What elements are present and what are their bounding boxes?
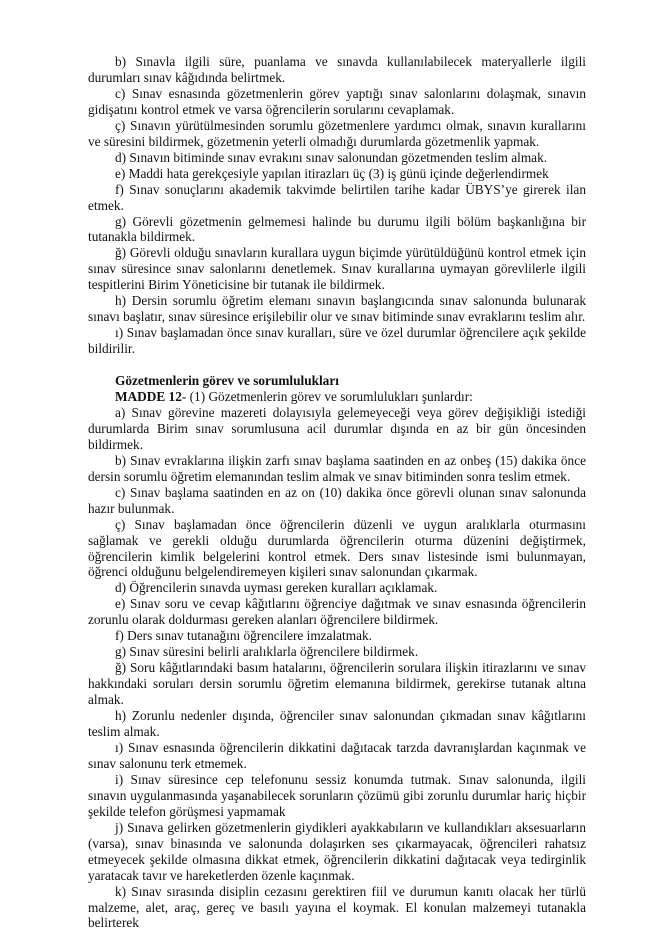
duty-c: c) Sınav başlama saatinden en az on (10) dakika önce görevli olunan sınav salonunda hazır bulunmak.: [88, 484, 586, 516]
duty-c-cedilla: ç) Sınav başlamadan önce öğrencilerin düzenli ve uygun aralıklarla oturmasını sağlamak ve gerekli olduğu durumlarda öğrencilerin oturma düzenini değiştirmek, öğrencilerin kimlik belgelerini kontrol etmek. Ders sınav listesinde ismi bulunmayan, öğrenci olduğunu belgelendiremeyen kişileri sınav salonundan çıkarmak.: [88, 516, 586, 580]
item-g-breve: ğ) Görevli olduğu sınavların kurallara uygun biçimde yürütüldüğünü kontrol etmek için sınav süresince sınav salonlarını denetlemek. Sınav kurallarına uymayan görevlilerle ilgili tespitlerini Birim Yöneticisine bir tutanak ile bildirmek.: [88, 245, 586, 293]
duty-a: a) Sınav görevine mazereti dolayısıyla gelemeyeceği veya görev değişikliği istediği durumlarda Birim sınav sorumlusuna acil durumlar dışında en az bir gün öncesinden bildirmek.: [88, 404, 586, 452]
duty-d: d) Öğrencilerin sınavda uyması gereken kuralları açıklamak.: [115, 580, 438, 596]
section-heading: Gözetmenlerin görev ve sorumlulukları: [115, 373, 339, 389]
duty-b: b) Sınav evraklarına ilişkin zarfı sınav başlama saatinden en az onbeş (15) dakika önce dersin sorumlu öğretim elemanından teslim almak ve sınav bitiminden sonra teslim etmek.: [88, 452, 586, 484]
document-page: [88, 54, 586, 931]
item-g: g) Görevli gözetmenin gelmemesi halinde bu durumu ilgili bölüm başkanlığına bir tutanakla bildirmek.: [88, 213, 586, 245]
duty-f: f) Ders sınav tutanağını öğrencilere imzalatmak.: [115, 628, 372, 644]
duty-g: g) Sınav süresini belirli aralıklarla öğrencilere bildirmek.: [115, 644, 419, 660]
item-h: h) Dersin sorumlu öğretim elemanı sınavın başlangıcında sınav salonunda bulunarak sınavı başlatır, sınav süresince erişilebilir olur ve sınav bitiminde sınav evraklarını teslim alır.: [88, 293, 586, 325]
duty-h: h) Zorunlu nedenler dışında, öğrenciler sınav salonundan çıkmadan sınav kâğıtlarını teslim almak.: [88, 708, 586, 740]
article-intro: [88, 389, 586, 405]
duty-dotless-i: ı) Sınav esnasında öğrencilerin dikkatini dağıtacak tarzda davranışlardan kaçınmak ve sınav salonunu terk etmemek.: [88, 739, 586, 771]
item-f: f) Sınav sonuçlarını akademik takvimde belirtilen tarihe kadar ÜBYS’ye girerek ilan etmek.: [88, 181, 586, 213]
item-dotless-i: ı) Sınav başlamadan önce sınav kuralları, süre ve özel durumlar öğrencilere açık şekilde bildirilir.: [88, 325, 586, 357]
item-e: e) Maddi hata gerekçesiyle yapılan itirazları üç (3) iş günü içinde değerlendirmek: [115, 165, 549, 181]
duty-k: k) Sınav sırasında disiplin cezasını gerektiren fiil ve durumun kanıtı olacak her türlü malzeme, alet, araç, gereç ve basılı yayına el koymak. El konulan malzemeyi tutanakla belirterek: [88, 883, 586, 931]
duty-j: j) Sınava gelirken gözetmenlerin giydikleri ayakkabıların ve kullandıkları aksesuarların (varsa), sınav binasında ve salonunda dolaşırken ses çıkarmayacak, öğrencileri rahatsız etmeyecek şekilde olmasına dikkat etmek, öğrencilerin dikkatini dağıtacak veya tedirginlik yaratacak tavır ve hareketlerden özenle kaçınmak.: [88, 819, 586, 883]
item-d: d) Sınavın bitiminde sınav evrakını sınav salonundan gözetmenden teslim almak.: [115, 149, 548, 165]
item-c-cedilla: ç) Sınavın yürütülmesinden sorumlu gözetmenlere yardımcı olmak, sınavın kurallarını ve süresini bildirmek, gözetmenin yeterli olmadığı durumlarda gözetmenlik yapmak.: [88, 117, 586, 149]
duty-e: e) Sınav soru ve cevap kâğıtlarını öğrenciye dağıtmak ve sınav esnasında öğrencilerin zorunlu olarak doldurması gereken alanları öğrencilere bildirmek.: [88, 596, 586, 628]
item-c: c) Sınav esnasında gözetmenlerin görev yaptığı sınav salonlarını dolaşmak, sınavın gidişatını kontrol etmek ve varsa öğrencilerin sorularını cevaplamak.: [88, 85, 586, 117]
item-b: b) Sınavla ilgili süre, puanlama ve sınavda kullanılabilecek materyallerle ilgili durumları sınav kâğıdında belirtmek.: [88, 54, 586, 85]
article-label: MADDE 12: [115, 389, 182, 404]
article-intro-text: - (1) Gözetmenlerin görev ve sorumlulukları şunlardır:: [181, 389, 473, 404]
duty-g-breve: ğ) Soru kâğıtlarındaki basım hatalarını, öğrencilerin sorulara ilişkin itirazlarını ve sınav hakkındaki soruları dersin sorumlu öğretim elemanına bildirmek, gerekirse tutanak altına almak.: [88, 660, 586, 708]
duty-i: i) Sınav süresince cep telefonunu sessiz konumda tutmak. Sınav salonunda, ilgili sınavın uygulanmasında yaşanabilecek sorunların çözümü gibi zorunlu durumlar hariç hiçbir şekilde telefon görüşmesi yapmamak: [88, 771, 586, 819]
blank-line: [88, 357, 586, 373]
